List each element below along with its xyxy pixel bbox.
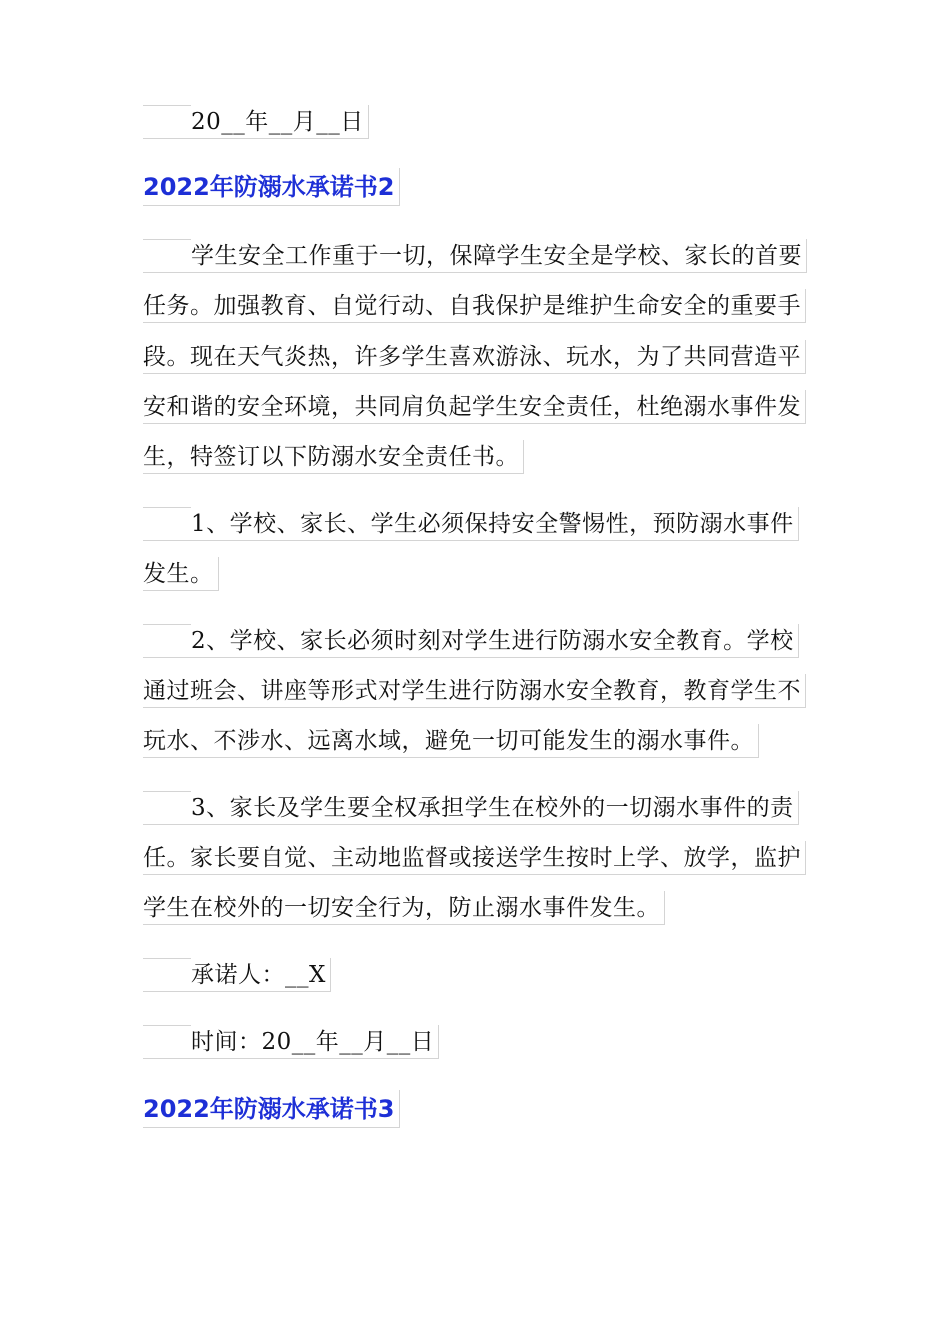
paragraph-line: 生，特签订以下防溺水安全责任书。 (143, 440, 524, 474)
time-line: 时间：20__年__月__日 (143, 1025, 439, 1059)
paragraph-line: 任务。加强教育、自觉行动、自我保护是维护生命安全的重要手 (143, 289, 806, 323)
section-heading: 2022年防溺水承诺书2 (143, 168, 400, 206)
paragraph-line: 安和谐的安全环境，共同肩负起学生安全责任，杜绝溺水事件发 (143, 390, 806, 424)
paragraph-line: 学生安全工作重于一切，保障学生安全是学校、家长的首要 (143, 239, 807, 273)
date-line: 20__年__月__日 (143, 105, 369, 139)
paragraph-line: 学生在校外的一切安全行为，防止溺水事件发生。 (143, 891, 665, 925)
paragraph-line: 2、学校、家长必须时刻对学生进行防溺水安全教育。学校 (143, 624, 799, 658)
paragraph-line: 发生。 (143, 557, 219, 591)
paragraph-line: 通过班会、讲座等形式对学生进行防溺水安全教育，教育学生不 (143, 674, 806, 708)
paragraph-line: 任。家长要自觉、主动地监督或接送学生按时上学、放学，监护 (143, 841, 806, 875)
paragraph-line: 1、学校、家长、学生必须保持安全警惕性，预防溺水事件 (143, 507, 799, 541)
promisor-line: 承诺人：__X (143, 958, 331, 992)
section-heading: 2022年防溺水承诺书3 (143, 1090, 400, 1128)
paragraph-line: 3、家长及学生要全权承担学生在校外的一切溺水事件的责 (143, 791, 799, 825)
paragraph-line: 玩水、不涉水、远离水域，避免一切可能发生的溺水事件。 (143, 724, 759, 758)
paragraph-line: 段。现在天气炎热，许多学生喜欢游泳、玩水，为了共同营造平 (143, 340, 806, 374)
